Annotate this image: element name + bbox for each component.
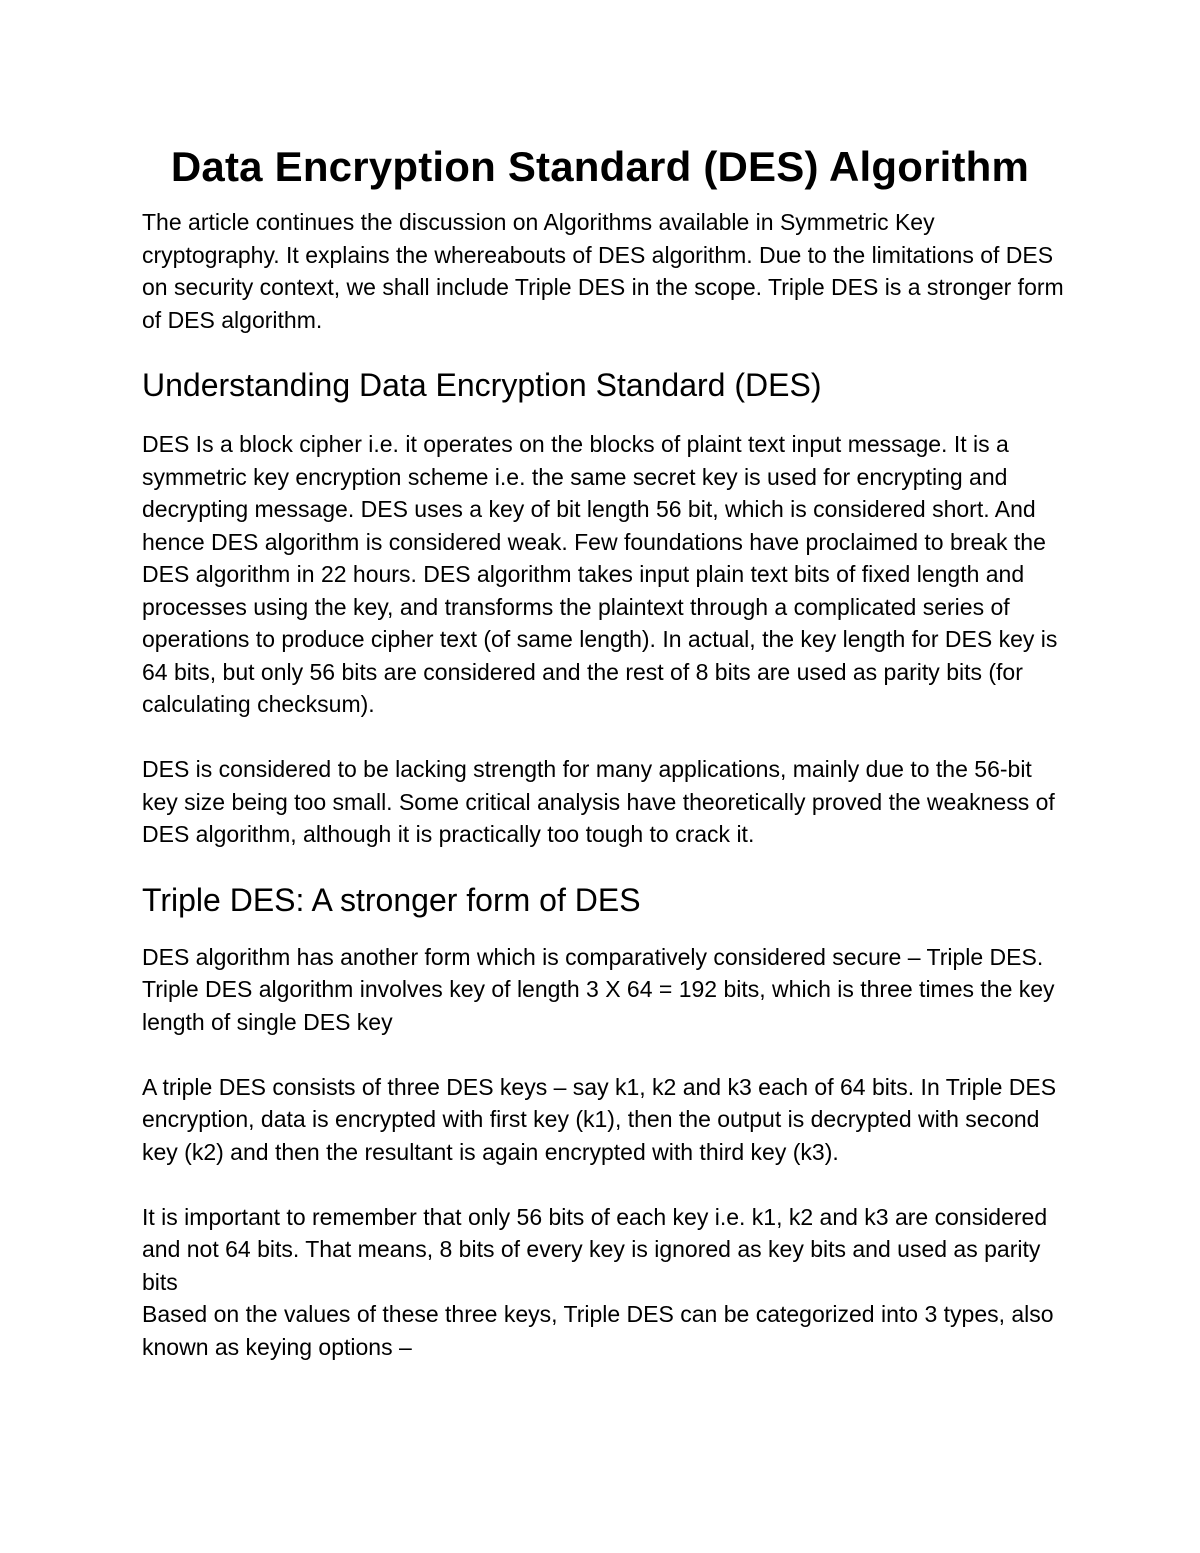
section-heading-triple-des: Triple DES: A stronger form of DES	[142, 881, 641, 918]
intro-paragraph: The article continues the discussion on Algorithms available in Symmetric Key cryptography. It explains the whereabouts of DES algorithm. Due to the limitations of DES on security context, we shall include Triple DES in the scope. Triple DES is a stronger form of DES algorithm.	[142, 209, 1064, 333]
section-heading-understanding-des: Understanding Data Encryption Standard (DES)	[142, 367, 822, 403]
section1-paragraph-1: DES Is a block cipher i.e. it operates on the blocks of plaint text input message. It is a symmetric key encryption scheme i.e. the same secret key is used for encrypting and decrypting message. DES uses a key of bit length 56 bit, which is considered short. And hence DES algorithm is considered weak. Few foundations have proclaimed to break the DES algorithm in 22 hours. DES algorithm takes input plain text bits of fixed length and processes using the key, and transforms the plaintext through a complicated series of operations to produce cipher text (of same length). In actual, the key length for DES key is 64 bits, but only 56 bits are considered and the rest of 8 bits are used as parity bits (for calculating checksum).	[142, 431, 1058, 717]
document-title: Data Encryption Standard (DES) Algorithm	[170, 143, 1030, 190]
document-body	[142, 206, 1072, 1363]
section2-paragraph-4: Based on the values of these three keys, Triple DES can be categorized into 3 types, also known as keying options –	[142, 1301, 1054, 1360]
paragraph-spacer	[142, 1038, 1072, 1071]
section2-paragraph-3: It is important to remember that only 56 bits of each key i.e. k1, k2 and k3 are considered and not 64 bits. That means, 8 bits of every key is ignored as key bits and used as parity bits	[142, 1203, 1048, 1295]
section2-paragraph-1: DES algorithm has another form which is comparatively considered secure – Triple DES. Triple DES algorithm involves key of length 3 X 64 = 192 bits, which is three times the key length of single DES key	[142, 943, 1055, 1035]
paragraph-spacer	[142, 721, 1072, 754]
section1-paragraph-2: DES is considered to be lacking strength for many applications, mainly due to the 56-bit key size being too small. Some critical analysis have theoretically proved the weakness of DES algorithm, although it is practically too tough to crack it.	[142, 756, 1055, 847]
paragraph-spacer	[142, 1168, 1072, 1201]
section2-paragraph-2: A triple DES consists of three DES keys – say k1, k2 and k3 each of 64 bits. In Triple DES encryption, data is encrypted with first key (k1), then the output is decrypted with second key (k2) and then the resultant is again encrypted with third key (k3).	[142, 1073, 1057, 1165]
